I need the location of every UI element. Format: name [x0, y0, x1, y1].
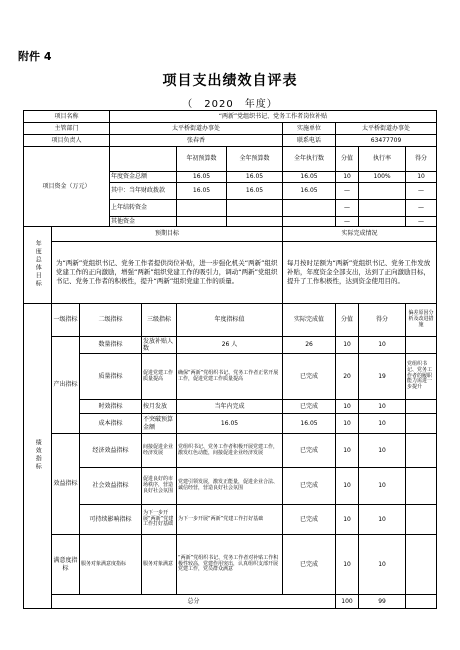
- phone-label: 联系电话: [283, 135, 336, 147]
- attachment-label: 附件 4: [18, 50, 52, 63]
- points-value: 10: [359, 535, 406, 595]
- deviation-note: [406, 337, 437, 354]
- target-value: 党建引领发展，激发正能量，促进企业合法、诚信经营，营造良好社会氛围: [177, 468, 283, 505]
- funds-cell: [177, 217, 227, 227]
- total-score: 100: [336, 595, 359, 609]
- phone-value: 63477709: [336, 135, 437, 147]
- funds-row-label: 其中：当年财政拨款: [110, 183, 177, 200]
- funds-row-label: 其他资金: [110, 217, 177, 227]
- perf-header: 分值: [336, 304, 359, 337]
- actual-result-label: 实际完成情况: [283, 227, 437, 242]
- funds-header: 全年预算数: [227, 147, 283, 172]
- points-value: 19: [359, 354, 406, 400]
- impl-value: 太平桥街道办事处: [336, 123, 437, 135]
- perf-header: 二级指标: [80, 304, 142, 337]
- level3-indicator: 服务对象满意: [142, 535, 177, 595]
- level3-indicator: 不突破预算金额: [142, 414, 177, 434]
- page-title: 项目支出绩效自评表: [162, 73, 298, 89]
- level3-indicator: 发放补贴人数: [142, 337, 177, 354]
- target-value: 当年内完成: [177, 400, 283, 414]
- actual-value: 已完成: [283, 505, 336, 535]
- level3-indicator: 促进良好的市场秩序，营造良好社会氛围: [142, 468, 177, 505]
- funds-cell: [177, 200, 227, 217]
- funds-cell: 16.05: [177, 172, 227, 183]
- level3-indicator: 间接促进企业经济发展: [142, 434, 177, 468]
- funds-cell: —: [336, 183, 359, 200]
- funds-row-label: 年度资金总额: [110, 172, 177, 183]
- funds-cell: 16.05: [283, 183, 336, 200]
- funds-cell: 10: [406, 172, 437, 183]
- impl-label: 实施单位: [283, 123, 336, 135]
- funds-cell: —: [336, 200, 359, 217]
- deviation-note: [406, 468, 437, 505]
- level2-indicator: 社会效益指标: [80, 468, 142, 505]
- funds-label: 项目资金（万元）: [24, 147, 110, 227]
- score-value: 20: [336, 354, 359, 400]
- level3-indicator: 为下一步开展“两新”党建工作打好基础: [142, 505, 177, 535]
- actual-result-text: 每月按时足额为“两新”党组织书记、党务工作发放补贴，年度资金全部支出，达到了正向激励目标，提升了工作积极性，达到资金使用目的。: [283, 242, 437, 304]
- actual-value: 已完成: [283, 468, 336, 505]
- target-value: 党组织书记、党务工作者积极开展党建工作，激发红色动能，间接促进企业经济发展: [177, 434, 283, 468]
- perf-header: 三级指标: [142, 304, 177, 337]
- project-name-label: 项目名称: [24, 111, 110, 123]
- target-value: “两新”党组织书记、党务工作者对补贴工作积极性较高，党建作用突出，认真组织支部开展党建工作，党员群众满意: [177, 535, 283, 595]
- funds-header: 得分: [406, 147, 437, 172]
- level2-indicator: 可持续影响指标: [80, 505, 142, 535]
- points-value: 10: [359, 414, 406, 434]
- output-indicator-label: 产出指标: [52, 337, 80, 434]
- actual-value: 26: [283, 337, 336, 354]
- funds-cell: [227, 217, 283, 227]
- evaluation-table: [23, 110, 437, 609]
- deviation-note: [406, 434, 437, 468]
- funds-cell: [359, 200, 406, 217]
- funds-cell: 16.05: [227, 172, 283, 183]
- level2-indicator: 时效指标: [80, 400, 142, 414]
- funds-cell: 100%: [359, 172, 406, 183]
- total-points: 99: [359, 595, 406, 609]
- funds-cell: 16.05: [283, 172, 336, 183]
- funds-header: 分值: [336, 147, 359, 172]
- score-value: 10: [336, 434, 359, 468]
- satisfaction-indicator-label: 满意度指标: [52, 535, 80, 595]
- actual-value: 已完成: [283, 354, 336, 400]
- funds-cell: [359, 217, 406, 227]
- funds-cell: 16.05: [177, 183, 227, 200]
- funds-cell: —: [406, 200, 437, 217]
- actual-value: 已完成: [283, 400, 336, 414]
- score-value: 10: [336, 400, 359, 414]
- points-value: 10: [359, 400, 406, 414]
- actual-value: 已完成: [283, 434, 336, 468]
- funds-cell: [283, 217, 336, 227]
- funds-header: 全年执行数: [283, 147, 336, 172]
- funds-header-blank: [110, 147, 177, 172]
- target-value: 16.05: [177, 414, 283, 434]
- dept-value: 太平桥街道办事处: [110, 123, 283, 135]
- level2-indicator: 质量指标: [80, 354, 142, 400]
- funds-cell: 16.05: [227, 183, 283, 200]
- benefit-indicator-label: 效益指标: [52, 434, 80, 535]
- points-value: 10: [359, 468, 406, 505]
- perf-label: 绩效指标: [24, 304, 52, 609]
- points-value: 10: [359, 337, 406, 354]
- perf-header: 年度指标值: [177, 304, 283, 337]
- funds-cell: [283, 200, 336, 217]
- expected-goal-label: 预期目标: [52, 227, 283, 242]
- funds-cell: [227, 200, 283, 217]
- actual-value: 16.05: [283, 414, 336, 434]
- deviation-note: [406, 414, 437, 434]
- total-note: [406, 595, 437, 609]
- level2-indicator: 成本指标: [80, 414, 142, 434]
- funds-cell: —: [406, 217, 437, 227]
- deviation-note: [406, 505, 437, 535]
- level2-indicator: 服务对象满意度指标: [80, 535, 142, 595]
- points-value: 10: [359, 505, 406, 535]
- perf-header: 实际完成值: [283, 304, 336, 337]
- perf-header: 得分: [359, 304, 406, 337]
- level2-indicator: 数量指标: [80, 337, 142, 354]
- score-value: 10: [336, 414, 359, 434]
- total-label: 总分: [52, 595, 336, 609]
- funds-cell: [359, 183, 406, 200]
- dept-label: 主管部门: [24, 123, 110, 135]
- level2-indicator: 经济效益指标: [80, 434, 142, 468]
- score-value: 10: [336, 535, 359, 595]
- level3-indicator: 促进党建工作质量提高: [142, 354, 177, 400]
- funds-header: 年初预算数: [177, 147, 227, 172]
- target-value: 为下一步开展“两新”党建工作打好基础: [177, 505, 283, 535]
- score-value: 10: [336, 468, 359, 505]
- project-name: “两新”党组织书记、党务工作者岗位补贴: [110, 111, 437, 123]
- perf-header: 一级指标: [52, 304, 80, 337]
- expected-goal-text: 为“两新”党组织书记、党务工作者提供岗位补贴，进一步强化机关“两新”组织党建工作的正向激励，增强“两新”组织党建工作的吸引力，调动“两新”党组织书记、党务工作者的积极性，提升“两新”组织党建工作的质量。: [52, 242, 283, 304]
- target-value: 26 人: [177, 337, 283, 354]
- funds-cell: —: [406, 183, 437, 200]
- score-value: 10: [336, 337, 359, 354]
- goals-label: 年度总体目标: [24, 227, 52, 304]
- funds-cell: 10: [336, 172, 359, 183]
- funds-cell: —: [336, 217, 359, 227]
- funds-header: 执行率: [359, 147, 406, 172]
- funds-row-label: 上年结转资金: [110, 200, 177, 217]
- perf-header: 偏差原因分析及改进措施: [406, 304, 437, 337]
- deviation-note: [406, 535, 437, 595]
- owner-label: 项目负责人: [24, 135, 110, 147]
- target-value: 确保“两新”党组织书记、党务工作者正常开展工作，促进党建工作质量提高: [177, 354, 283, 400]
- level3-indicator: 按月发放: [142, 400, 177, 414]
- year-line: （ 2020 年度）: [182, 99, 278, 110]
- actual-value: 已完成: [283, 535, 336, 595]
- score-value: 10: [336, 505, 359, 535]
- deviation-note: [406, 400, 437, 414]
- deviation-note: 党组织书记、党务工作者的履职能力需进一步提升: [406, 354, 437, 400]
- owner-value: 张春香: [110, 135, 283, 147]
- points-value: 10: [359, 434, 406, 468]
